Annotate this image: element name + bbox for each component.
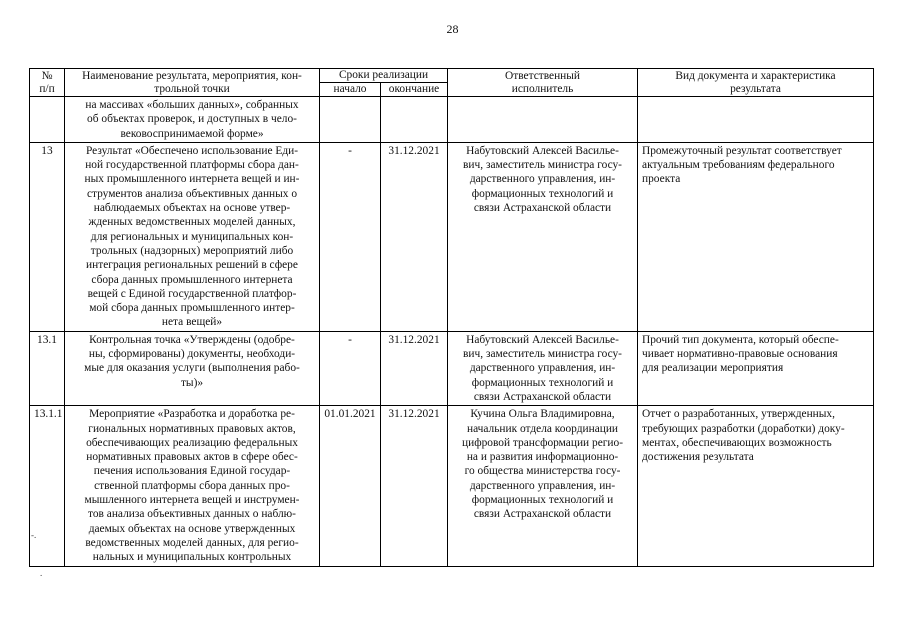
table-row — [30, 142, 874, 331]
header-responsible: Ответственный исполнитель — [448, 69, 638, 97]
row-name: на массивах «больших данных», собранных об объектах проверок, и доступных в чело- вековоспринимаемой форме» — [65, 97, 320, 143]
row-end: 31.12.2021 — [381, 142, 448, 331]
row-end: 31.12.2021 — [381, 406, 448, 566]
row-number: 13 — [30, 142, 65, 331]
header-number: № п/п — [30, 69, 65, 97]
row-doc: Промежуточный результат соответствует актуальным требованиям федерального проекта — [638, 142, 874, 331]
table-row — [30, 406, 874, 566]
implementation-plan-table — [29, 68, 874, 567]
page-number: 28 — [446, 22, 459, 36]
row-start — [320, 97, 381, 143]
table-row — [30, 331, 874, 405]
scan-artifact: -. — [31, 530, 37, 540]
row-start: - — [320, 331, 381, 405]
header-end: окончание — [381, 83, 448, 97]
row-doc: Прочий тип документа, который обеспе- чивает нормативно-правовые основания для реализации мероприятия — [638, 331, 874, 405]
row-name: Результат «Обеспечено использование Еди- ной государственной платформы сбора дан- ных промышленного интернета вещей и ин- струментов анализа объективных данных о наблюдаемых объектах на основе утвер- жденных ведомственных моделей данных, для региональных и муниципальных кон- трольных (надзорных) мероприятий либо интеграция региональных решений в сфере сбора данных промышленного интернета вещей с Единой государственной платфор- мой сбора данных промышленного интер- нета вещей» — [65, 142, 320, 331]
row-start: - — [320, 142, 381, 331]
table-row — [30, 97, 874, 143]
row-name: Мероприятие «Разработка и доработка ре- гиональных нормативных правовых актов, обеспечивающих реализацию федеральных нормативных правовых актов в сфере обес- печения использования Единой государ- ственной платформы сбора данных про- мышленного интернета вещей и инструмен- тов анализа объективных данных о наблю- даемых объектах на основе утвержденных ведомственных моделей данных, для регио- нальных и муниципальных контрольных — [65, 406, 320, 566]
row-name: Контрольная точка «Утверждены (одобре- ны, сформированы) документы, необходи- мые для оказания услуги (выполнения рабо- ты)» — [65, 331, 320, 405]
header-row-1 — [30, 69, 874, 83]
header-dates: Сроки реализации — [320, 69, 448, 83]
row-responsible: Набутовский Алексей Василье- вич, заместитель министра госу- дарственного управления, ин- формационных технологий и связи Астраханской области — [448, 331, 638, 405]
header-start: начало — [320, 83, 381, 97]
row-end: 31.12.2021 — [381, 331, 448, 405]
row-number — [30, 97, 65, 143]
header-name: Наименование результата, мероприятия, кон- трольной точки — [65, 69, 320, 97]
header-doc-type: Вид документа и характеристика результата — [638, 69, 874, 97]
row-responsible: Набутовский Алексей Василье- вич, заместитель министра госу- дарственного управления, ин- формационных технологий и связи Астраханской области — [448, 142, 638, 331]
row-responsible: Кучина Ольга Владимировна, начальник отдела координации цифровой трансформации регио- на и развития информационно- го общества министерства госу- дарственного управления, ин- формационных технологий и связи Астраханской области — [448, 406, 638, 566]
row-responsible — [448, 97, 638, 143]
row-number: 13.1 — [30, 331, 65, 405]
scan-artifact: . — [40, 568, 43, 578]
row-start: 01.01.2021 — [320, 406, 381, 566]
row-doc: Отчет о разработанных, утвержденных, требующих разработки (доработки) доку- ментах, обеспечивающих возможность достижения результата — [638, 406, 874, 566]
row-end — [381, 97, 448, 143]
row-number: 13.1.1 — [30, 406, 65, 566]
row-doc — [638, 97, 874, 143]
